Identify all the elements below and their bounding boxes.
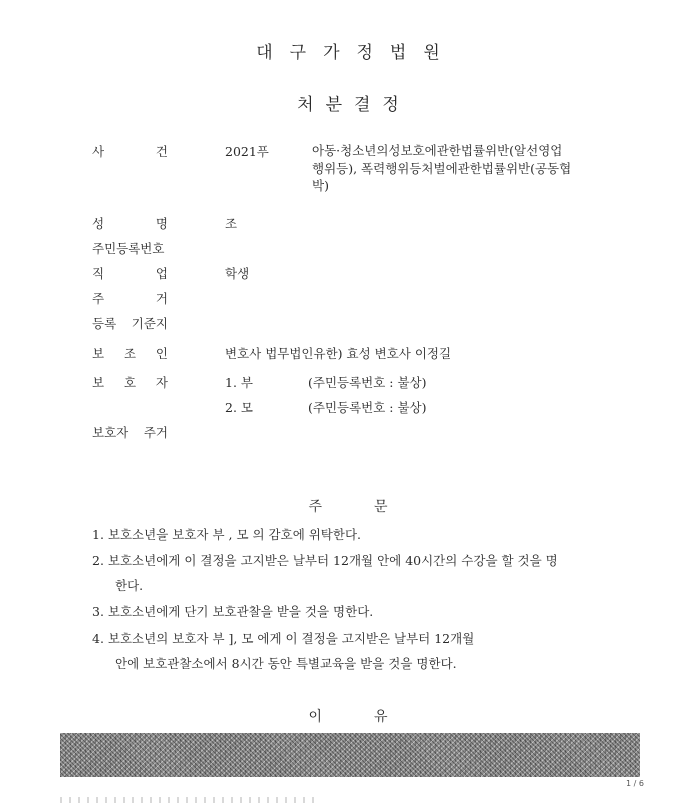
- guardian-mother: 2. 모: [225, 400, 253, 415]
- guardian-mother-id: (주민등록번호 : 불상): [308, 400, 427, 415]
- address-label-part: 거: [155, 291, 168, 306]
- redacted-text-block: [60, 733, 640, 777]
- guardian-label-part: 호: [123, 375, 137, 390]
- job-label-part: 직: [92, 266, 105, 281]
- guardian-label-part: 보: [92, 375, 105, 390]
- order-item-continuation: 안에 보호관찰소에서 8시간 동안 특별교육을 받을 것을 명한다.: [115, 656, 457, 671]
- order-heading: 주문: [308, 499, 440, 515]
- guardian-father: 1. 부: [225, 375, 253, 390]
- order-item: 2. 보호소년에게 이 결정을 고지받은 날부터 12개월 안에 40시간의 수강을 할 것을 명: [92, 553, 558, 568]
- job-value: 학생: [225, 266, 250, 281]
- guardian-address-label-part: 보호자: [92, 425, 129, 440]
- guardian-address-label: [92, 423, 168, 441]
- assistant-label-part: 보: [92, 346, 105, 361]
- address-label-part: 주: [92, 291, 105, 306]
- order-item: 1. 보호소년을 보호자 부 , 모 의 감호에 위탁한다.: [92, 527, 362, 542]
- order-item-continuation: 한다.: [115, 578, 144, 593]
- case-label-part: 사: [92, 144, 105, 159]
- reason-heading: 이유: [308, 709, 440, 725]
- address-label: [92, 289, 168, 307]
- guardian-address-label-part: 주거: [143, 425, 168, 440]
- case-charge: 아동·청소년의성보호에관한법률위반(알선영업 행위등), 폭력행위등처벌에관한법률위반(공동협 박): [312, 143, 572, 193]
- court-name: 대구가정법원: [256, 43, 457, 63]
- job-label-part: 업: [155, 266, 168, 281]
- guardian-label: [92, 373, 168, 391]
- assistant-label: [92, 344, 168, 362]
- rrn-label: [92, 239, 168, 257]
- page-number: 1 / 6: [626, 779, 644, 788]
- name-label: [92, 214, 168, 232]
- reg-base-label-part: 기준지: [131, 316, 168, 331]
- assistant-label-part: 조: [123, 346, 137, 361]
- order-item: 3. 보호소년에게 단기 보호관찰을 받을 것을 명한다.: [92, 604, 374, 619]
- scan-noise: [60, 797, 320, 803]
- order-item: 4. 보호소년의 보호자 부 ], 모 에게 이 결정을 고지받은 날부터 12개월: [92, 631, 475, 646]
- case-label: [92, 142, 168, 160]
- job-label: [92, 264, 168, 282]
- assistant-value: 변호사 법무법인유한) 효성 변호사 이정길: [225, 346, 452, 361]
- rrn-label-part: 주민등록번호: [92, 241, 165, 256]
- case-number: 2021푸: [225, 144, 269, 159]
- assistant-label-part: 인: [155, 346, 168, 361]
- name-value: 조: [225, 216, 238, 231]
- name-label-part: 명: [155, 216, 168, 231]
- reg-base-label: [92, 314, 168, 332]
- document-title: 처분결정: [297, 95, 411, 115]
- case-label-part: 건: [155, 144, 168, 159]
- guardian-label-part: 자: [155, 375, 168, 390]
- name-label-part: 성: [92, 216, 105, 231]
- reg-base-label-part: 등록: [92, 316, 117, 331]
- guardian-father-id: (주민등록번호 : 불상): [308, 375, 427, 390]
